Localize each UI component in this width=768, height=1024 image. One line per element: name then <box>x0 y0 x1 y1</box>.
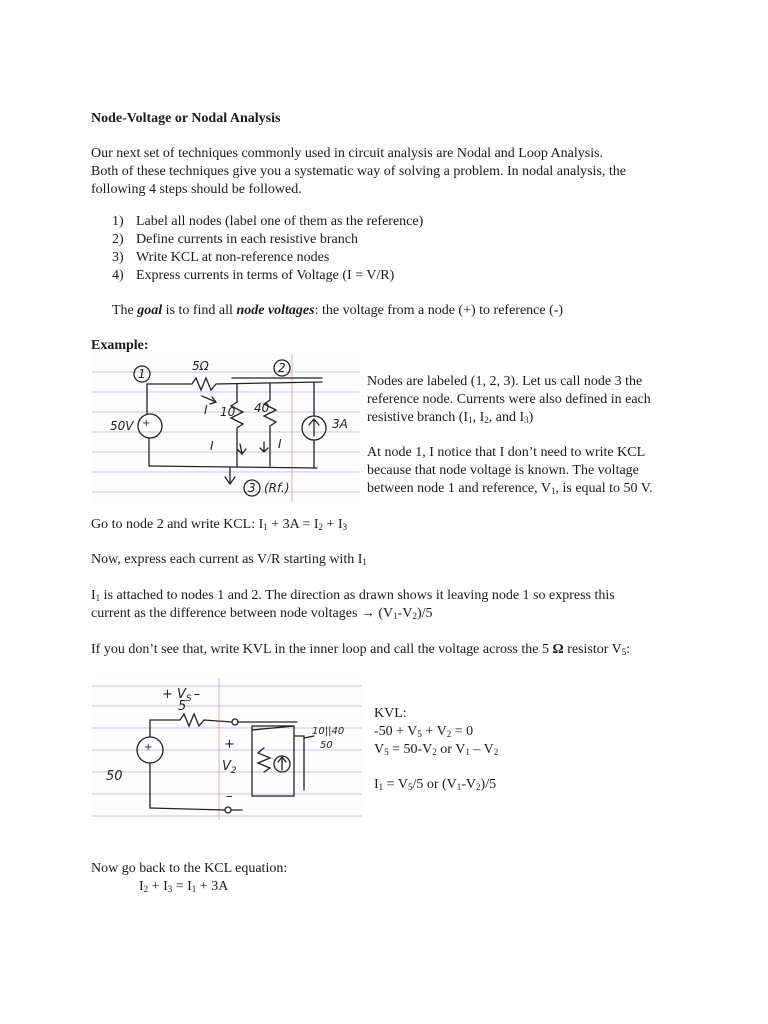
subscript: 2 <box>432 747 437 757</box>
step-text: Define currents in each resistive branch <box>136 232 358 247</box>
current-i2-label: I <box>210 439 214 453</box>
text-part: )/5 <box>480 777 497 792</box>
parallel-value: 50 <box>320 740 333 751</box>
kvl-heading: KVL: <box>374 706 407 721</box>
subscript: 5 <box>407 782 413 792</box>
current-i1-label: I <box>204 403 208 417</box>
fifty-label: 50 <box>106 769 123 784</box>
text-part: + I <box>148 879 168 894</box>
circuit-sketch-2 <box>92 678 362 820</box>
subscript: 1 <box>456 782 462 792</box>
text-part: resistor V <box>563 642 622 657</box>
text-part: I <box>374 777 379 792</box>
sketch1-text-line-1: Nodes are labeled (1, 2, 3). Let us call node 3 the <box>367 374 643 389</box>
v2-label: $V_2$ <box>222 759 237 776</box>
goal-suffix: : the voltage from a node (+) to reference (-) <box>314 303 564 318</box>
subscript: 1 <box>468 415 473 425</box>
text-part: or V <box>436 742 466 757</box>
subscript: 3 <box>342 522 348 532</box>
step-text: Express currents in terms of Voltage (I = V/R) <box>136 268 395 283</box>
text-part: = I <box>172 879 192 894</box>
text-part: resistive branch (I <box>367 410 469 425</box>
subscript: 1 <box>191 884 197 894</box>
text-part: I <box>139 879 144 894</box>
subscript: 3 <box>524 415 529 425</box>
step-number: 4) <box>112 268 124 283</box>
v2-minus-label: – <box>226 789 233 804</box>
vs-label: + $V_S$ – <box>162 687 201 704</box>
resistor-5-label: 5Ω <box>192 359 209 373</box>
i1-para-line-1 <box>91 587 615 605</box>
text-part: + 3A = I <box>267 517 319 532</box>
step-number: 2) <box>112 232 124 247</box>
subscript: 1 <box>378 782 384 792</box>
intro-line-3: following 4 steps should be followed. <box>91 182 302 197</box>
express-current-line <box>91 551 367 569</box>
current-i3-label: I <box>278 437 282 451</box>
sketch1-text-line-5: because that node voltage is known. The voltage <box>367 463 639 478</box>
kvl-equation-1 <box>374 723 473 741</box>
node-voltages-term: node voltages <box>236 303 315 318</box>
subscript: 5 <box>621 647 627 657</box>
goal-middle: is to find all <box>162 303 237 318</box>
subscript: 2 <box>446 729 452 739</box>
subscript: 1 <box>393 611 398 621</box>
text-part: -V <box>397 606 413 621</box>
page-title: Node-Voltage or Nodal Analysis <box>91 111 281 126</box>
text-part: + I <box>323 517 343 532</box>
goal-line <box>112 302 563 320</box>
sketch1-text-line-4: At node 1, I notice that I don’t need to write KCL <box>367 445 646 460</box>
kcl-node2-line <box>91 516 347 534</box>
sketch1-text-line-2: reference node. Currents were also defined in each <box>367 392 651 407</box>
text-part: , and I <box>488 410 525 425</box>
subscript: 1 <box>95 593 101 603</box>
source-plus: + <box>144 742 153 753</box>
text-part: , I <box>472 410 485 425</box>
v2-plus-label: + <box>224 737 235 752</box>
text-part: = 0 <box>451 724 474 739</box>
text-part: V <box>374 742 385 757</box>
text-part: current as the difference between node voltages → (V <box>91 606 394 621</box>
intro-line-1: Our next set of techniques commonly used in circuit analysis are Nodal and Loop Analysis. <box>91 146 604 161</box>
subscript: 1 <box>362 557 367 567</box>
text-part: I <box>91 588 96 603</box>
text-part: Now, express each current as V/R starting with I <box>91 552 363 567</box>
parallel-label: 10||40 <box>312 726 345 737</box>
text-part: – V <box>469 742 494 757</box>
back-to-kcl-line: Now go back to the KCL equation: <box>91 861 288 876</box>
subscript: 3 <box>167 884 173 894</box>
text-part: = 50-V <box>388 742 433 757</box>
source-plus: + <box>142 418 151 429</box>
kvl-equation-2 <box>374 741 498 759</box>
subscript: 2 <box>143 884 149 894</box>
text-part: Go to node 2 and write KCL: I <box>91 517 264 532</box>
text-colon: : <box>626 642 631 657</box>
step-number: 1) <box>112 214 124 229</box>
node3-label: 3 <box>248 481 256 495</box>
i1-equation <box>374 776 496 794</box>
kvl-instruction-line <box>91 641 630 659</box>
subscript: 1 <box>465 747 470 757</box>
intro-line-2: Both of these techniques give you a systematic way of solving a problem. In nodal analysis, the <box>91 164 626 179</box>
text-part: is attached to nodes 1 and 2. The direction as drawn shows it leaving node 1 so express this <box>100 588 615 603</box>
text-part: = V <box>383 777 408 792</box>
resistor-10-label: 10 <box>220 405 236 419</box>
step-text: Write KCL at non-reference nodes <box>136 250 330 265</box>
reference-label: (Rf.) <box>264 481 290 495</box>
five-label: 5 <box>178 699 187 714</box>
node1-label: 1 <box>138 367 146 381</box>
example-label: Example: <box>91 338 149 353</box>
subscript: 2 <box>318 522 324 532</box>
sketch1-text-line-6 <box>367 480 653 498</box>
text-part: If you don’t see that, write KVL in the inner loop and call the voltage across the 5 <box>91 642 553 657</box>
step-number: 3) <box>112 250 124 265</box>
text-part: -50 + V <box>374 724 418 739</box>
node2-label: 2 <box>278 361 286 375</box>
source-3a-label: 3A <box>332 417 348 431</box>
sketch1-text-line-3 <box>367 409 533 427</box>
text-part: + 3A <box>196 879 229 894</box>
source-50v-label: 50V <box>110 419 134 433</box>
kcl-final-equation <box>139 878 228 896</box>
resistor-40-label: 40 <box>254 401 270 415</box>
text-part: )/5 <box>416 606 433 621</box>
goal-prefix: The <box>112 303 138 318</box>
subscript: 5 <box>417 729 422 739</box>
subscript: 5 <box>384 747 389 757</box>
circuit-sketch-1 <box>92 354 360 502</box>
text-part: -V <box>461 777 477 792</box>
subscript: 2 <box>476 782 481 792</box>
text-part: ) <box>528 410 534 425</box>
subscript: 1 <box>550 486 556 496</box>
subscript: 2 <box>493 747 499 757</box>
text-part: + V <box>421 724 447 739</box>
omega-symbol: Ω <box>552 642 564 657</box>
subscript: 1 <box>263 522 268 532</box>
goal-word: goal <box>137 303 163 318</box>
i1-para-line-2 <box>91 605 433 623</box>
step-text: Label all nodes (label one of them as the reference) <box>136 214 424 229</box>
text-part: between node 1 and reference, V <box>367 481 551 496</box>
text-part: /5 or (V <box>412 777 457 792</box>
text-part: , is equal to 50 V. <box>555 481 653 496</box>
subscript: 2 <box>484 415 489 425</box>
subscript: 2 <box>412 611 417 621</box>
